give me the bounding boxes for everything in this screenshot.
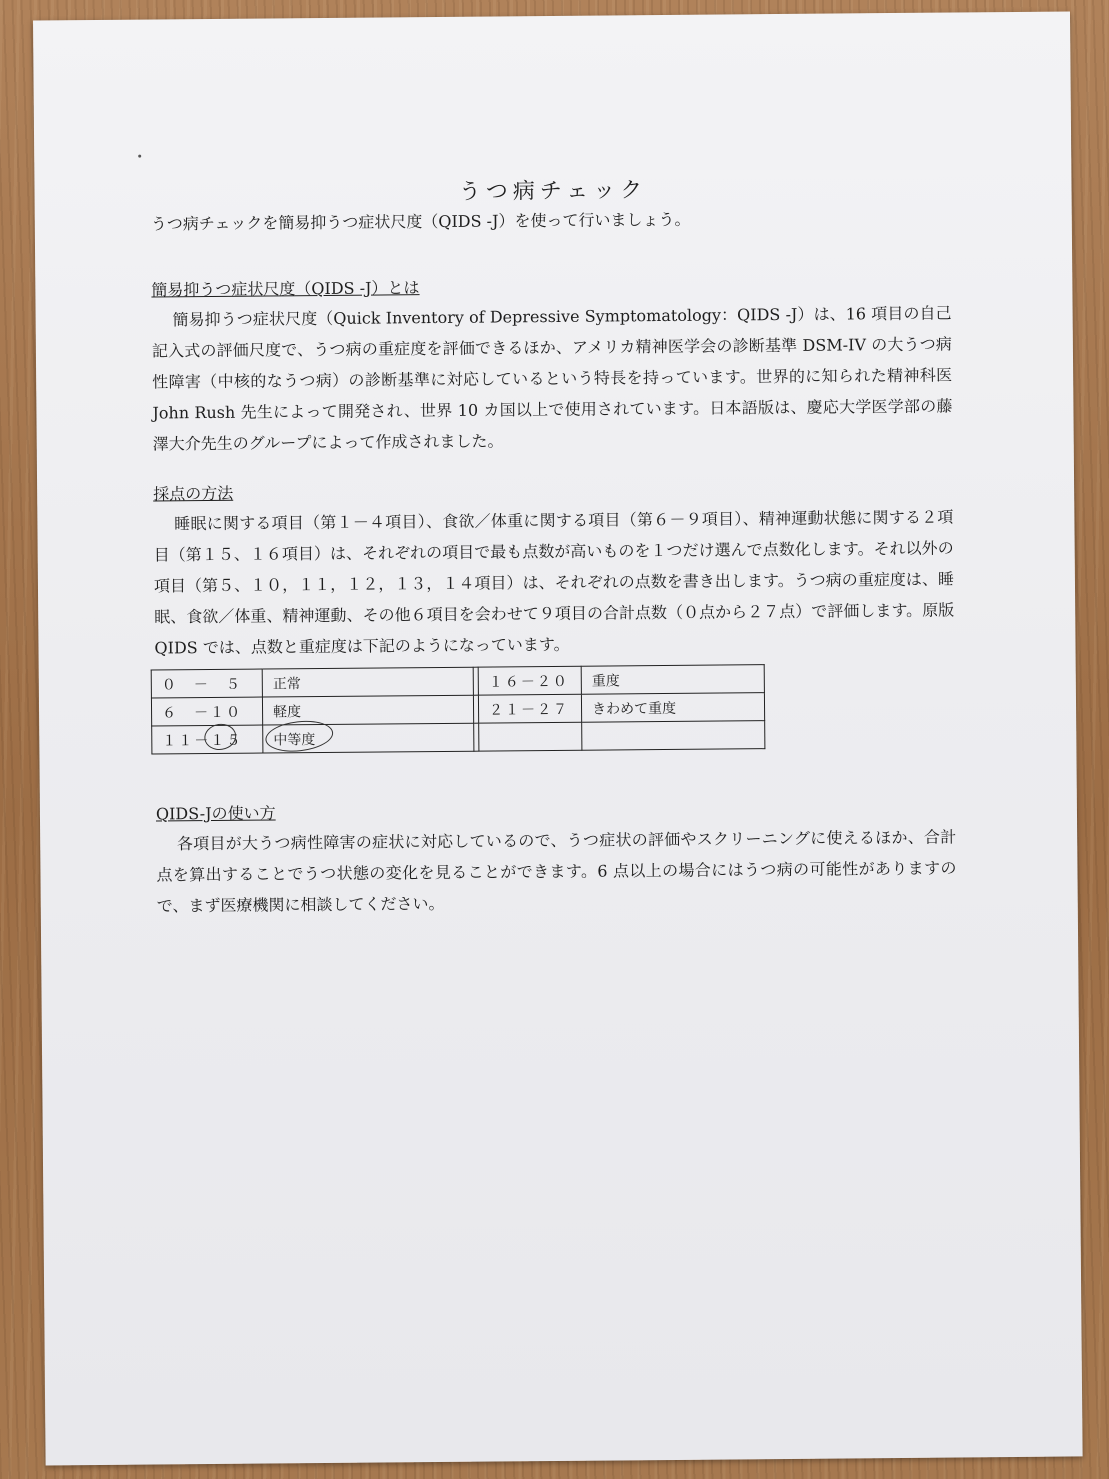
severity-label: 重度: [581, 665, 764, 695]
circled-severity: [273, 729, 315, 749]
severity-label-cell: [263, 723, 474, 753]
section-about-qids: [151, 271, 953, 460]
section-body: 各項目が大うつ病性障害の症状に対応しているので、うつ症状の評価やスクリーニングに使えるほか、合計点を算出することでうつ状態の変化を見ることができます。6 点以上の場合にはうつ病の可能性がありますので、まず医療機関に相談してください。: [156, 827, 957, 916]
score-range: １６－２０: [478, 666, 581, 695]
section-heading: 採点の方法: [153, 483, 234, 504]
severity-table: [151, 664, 766, 754]
score-range: ２１－２７: [478, 694, 581, 723]
score-range: ０ － ５: [151, 669, 262, 698]
score-range-prefix: １１－: [162, 732, 211, 749]
section-heading: QIDS-Jの使い方: [155, 803, 276, 824]
document-title: うつ病チェック: [458, 178, 648, 205]
section-scoring-method: [153, 475, 955, 664]
paper-sheet: [33, 11, 1083, 1465]
severity-label: 正常: [262, 667, 473, 697]
intro-text: うつ病チェックを簡易抑うつ症状尺度（QIDS -J）を使って行いましょう。: [150, 209, 691, 234]
table-row: [152, 721, 765, 754]
circled-number: [210, 729, 242, 749]
section-body: 睡眠に関する項目（第１－４項目）、食欲／体重に関する項目（第６－９項目）、精神運動状態に関する２項目（第１５、１６項目）は、それぞれの項目で最も点数が高いものを１つだけ選んで点数化します。それ以外の項目（第５、１０，１１，１２，１３，１４項目）は、それぞれの点数を書き出します。うつ病の重症度は、睡眠、食欲／体重、精神運動、その他６項目を会わせて９項目の合計点数（０点から２７点）で評価します。原版 QIDS では、点数と重症度は下記のようになっています。: [153, 507, 955, 658]
section-heading: 簡易抑うつ症状尺度（QIDS -J）とは: [151, 278, 420, 300]
paper-speck: [138, 155, 141, 158]
score-range: [479, 722, 582, 751]
section-body: 簡易抑うつ症状尺度（Quick Inventory of Depressive Symptomatology：QIDS -J）は、16 項目の自己記入式の評価尺度で、うつ病の重症度を評価できるほか、アメリカ精神医学会の診断基準 DSM-IV の大うつ病性障害（中核的なうつ病）の診断基準に対応しているという特長を持っています。世界的に知られた精神科医 John Rush 先生によって開発され、世界 10 カ国以上で使用されています。日本語版は、慶応大学医学部の藤澤大介先生のグループによって作成されました。: [151, 303, 953, 454]
severity-label: 軽度: [262, 695, 473, 725]
severity-label: 中等度: [273, 731, 316, 748]
severity-label: [582, 721, 765, 751]
score-range: ６ －１０: [151, 697, 262, 726]
score-range: [152, 725, 263, 754]
severity-label: きわめて重度: [581, 693, 764, 723]
section-how-to-use: [156, 795, 957, 922]
circled-number-text: １５: [210, 732, 243, 749]
